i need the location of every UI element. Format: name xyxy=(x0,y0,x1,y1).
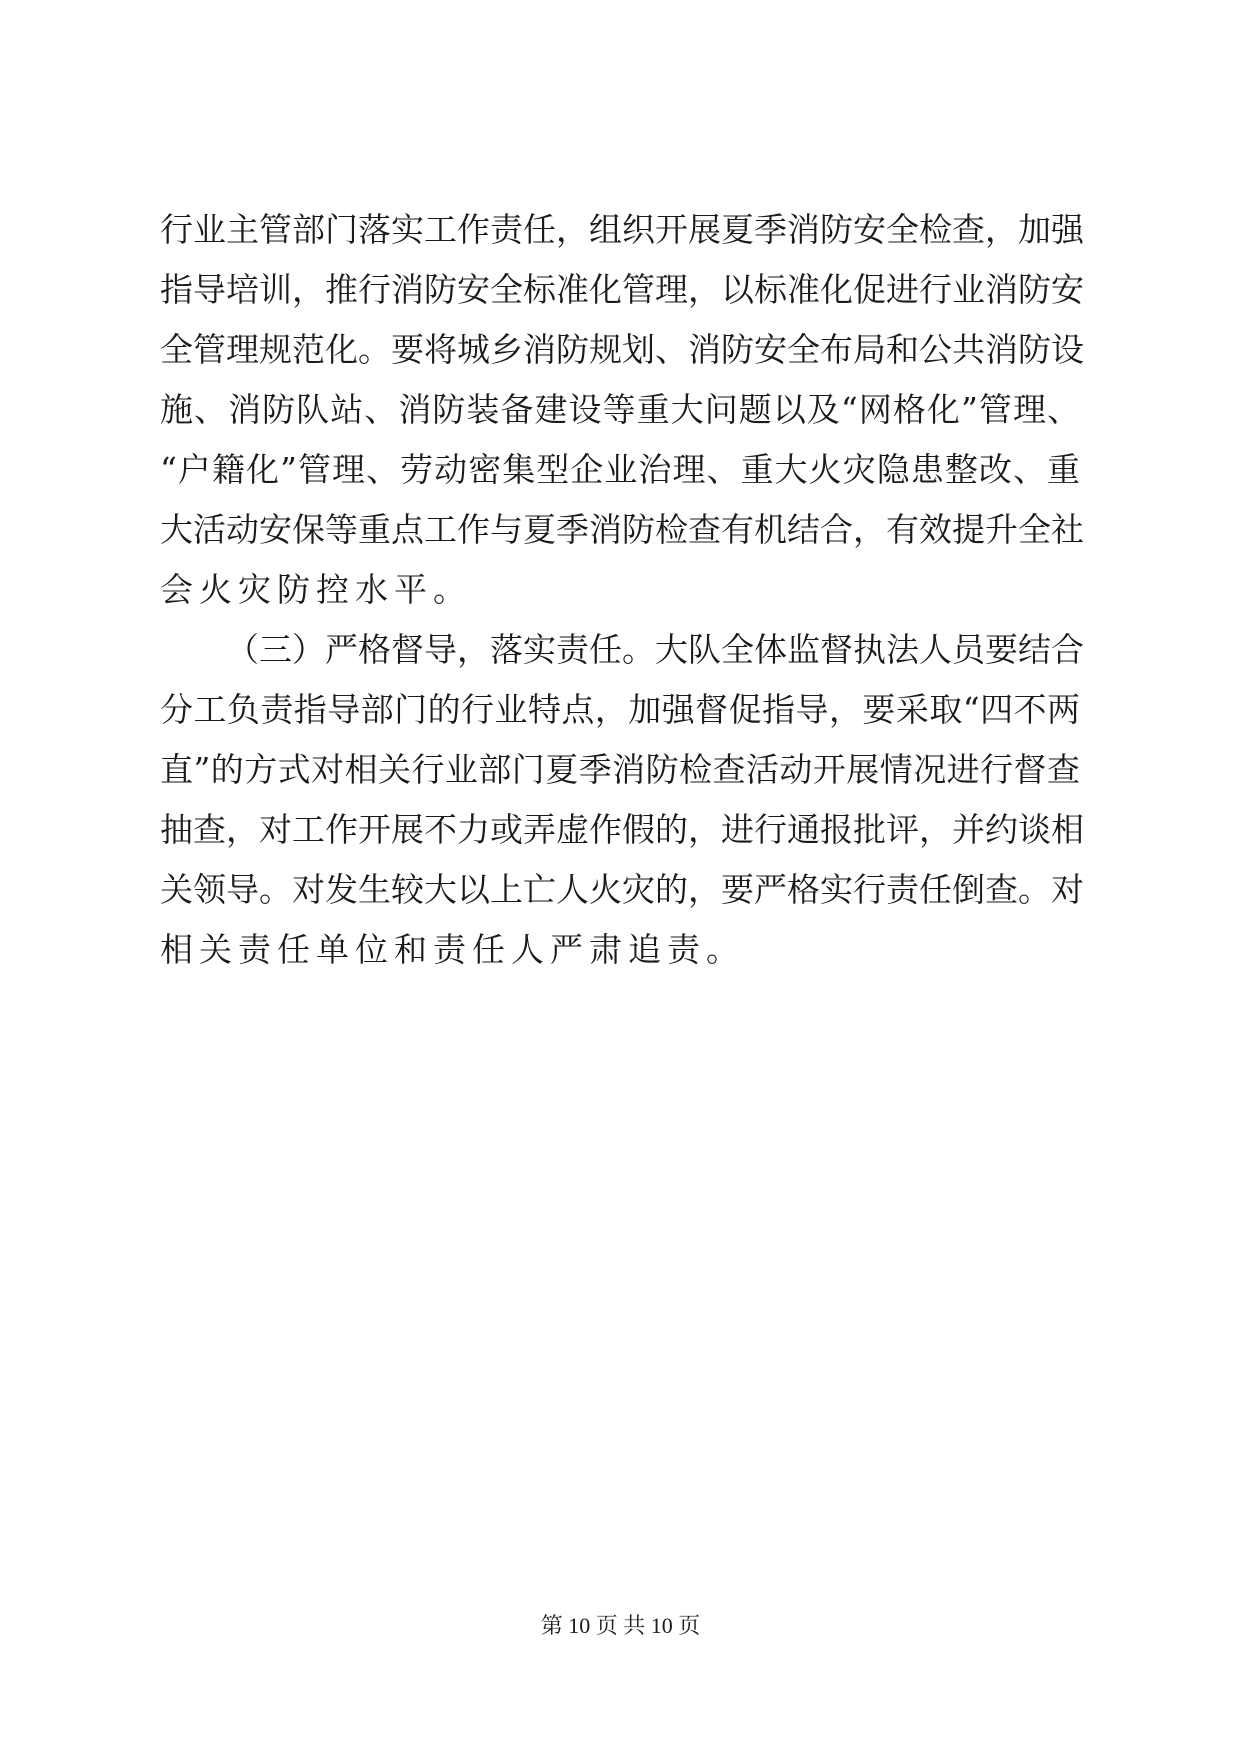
body-text xyxy=(160,200,1084,980)
paragraph-2 xyxy=(160,620,1084,980)
text-line: 分工负责指导部门的行业特点，加强督促指导，要采取“四不两 xyxy=(160,690,1080,729)
paragraph-1 xyxy=(160,200,1084,620)
text-line: 直”的方式对相关行业部门夏季消防检查活动开展情况进行督查 xyxy=(160,750,1080,789)
text-line: 会火灾防控水平。 xyxy=(160,570,472,609)
text-line: “户籍化”管理、劳动密集型企业治理、重大火灾隐患整改、重 xyxy=(160,450,1080,489)
text-line: （三）严格督导，落实责任。大队全体监督执法人员要结合 xyxy=(226,630,1084,669)
text-line: 施、消防队站、消防装备建设等重大问题以及“网格化”管理、 xyxy=(160,390,1080,429)
text-line: 相关责任单位和责任人严肃追责。 xyxy=(160,930,745,969)
text-line: 行业主管部门落实工作责任，组织开展夏季消防安全检查，加强 xyxy=(160,210,1084,249)
text-line: 大活动安保等重点工作与夏季消防检查有机结合，有效提升全社 xyxy=(160,510,1084,549)
page-number-footer: 第 10 页 共 10 页 xyxy=(540,1613,701,1638)
text-line: 抽查，对工作开展不力或弄虚作假的，进行通报批评，并约谈相 xyxy=(160,810,1084,849)
text-line: 关领导。对发生较大以上亡人火灾的，要严格实行责任倒查。对 xyxy=(160,870,1084,909)
text-line: 指导培训，推行消防安全标准化管理，以标准化促进行业消防安 xyxy=(160,270,1084,309)
text-line: 全管理规范化。要将城乡消防规划、消防安全布局和公共消防设 xyxy=(160,330,1084,369)
